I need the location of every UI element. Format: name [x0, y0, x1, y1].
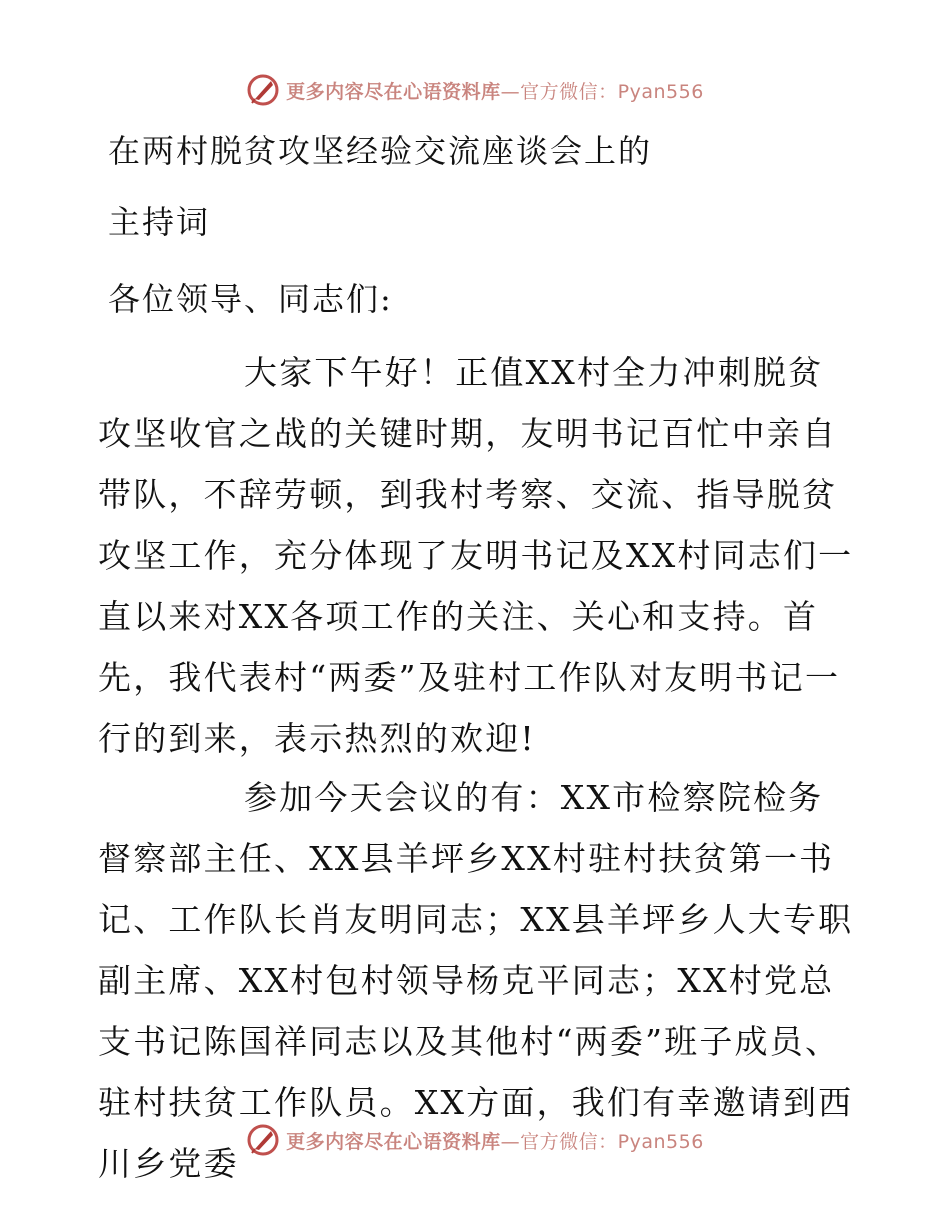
salutation: 各位领导、同志们: [108, 280, 393, 318]
watermark-wechat-text: —官方微信：Pyan556 [500, 1130, 704, 1153]
document-title-line2: 主持词 [108, 203, 211, 241]
watermark-footer [0, 1122, 950, 1158]
watermark-wechat-text: —官方微信：Pyan556 [500, 80, 704, 103]
feather-pen-logo-icon [246, 73, 280, 107]
feather-pen-logo-icon [246, 1123, 280, 1157]
body-paragraph: 大家下午好！正值XX村全力冲刺脱贫攻坚收官之战的关键时期，友明书记百忙中亲自带队，不辞劳顿，到我村考察、交流、指导脱贫攻坚工作，充分体现了友明书记及XX村同志们一直以来对XX各项工作的关注、关心和支持。首先，我代表村“两委”及驻村工作队对友明书记一行的到来，表示热烈的欢迎! [98, 353, 854, 758]
watermark-header [0, 72, 950, 108]
watermark-main-text: 更多内容尽在心语资料库 [286, 1130, 501, 1153]
watermark-main-text: 更多内容尽在心语资料库 [286, 80, 501, 103]
document-title-line1: 在两村脱贫攻坚经验交流座谈会上的 [108, 132, 653, 170]
body-paragraph: 参加今天会议的有：XX市检察院检务督察部主任、XX县羊坪乡XX村驻村扶贫第一书记、工作队长肖友明同志；XX县羊坪乡人大专职副主席、XX村包村领导杨克平同志；XX村党总支书记陈国祥同志以及其他村“两委”班子成员、驻村扶贫工作队员。XX方面，我们有幸邀请到西川乡党委 [98, 778, 854, 1183]
